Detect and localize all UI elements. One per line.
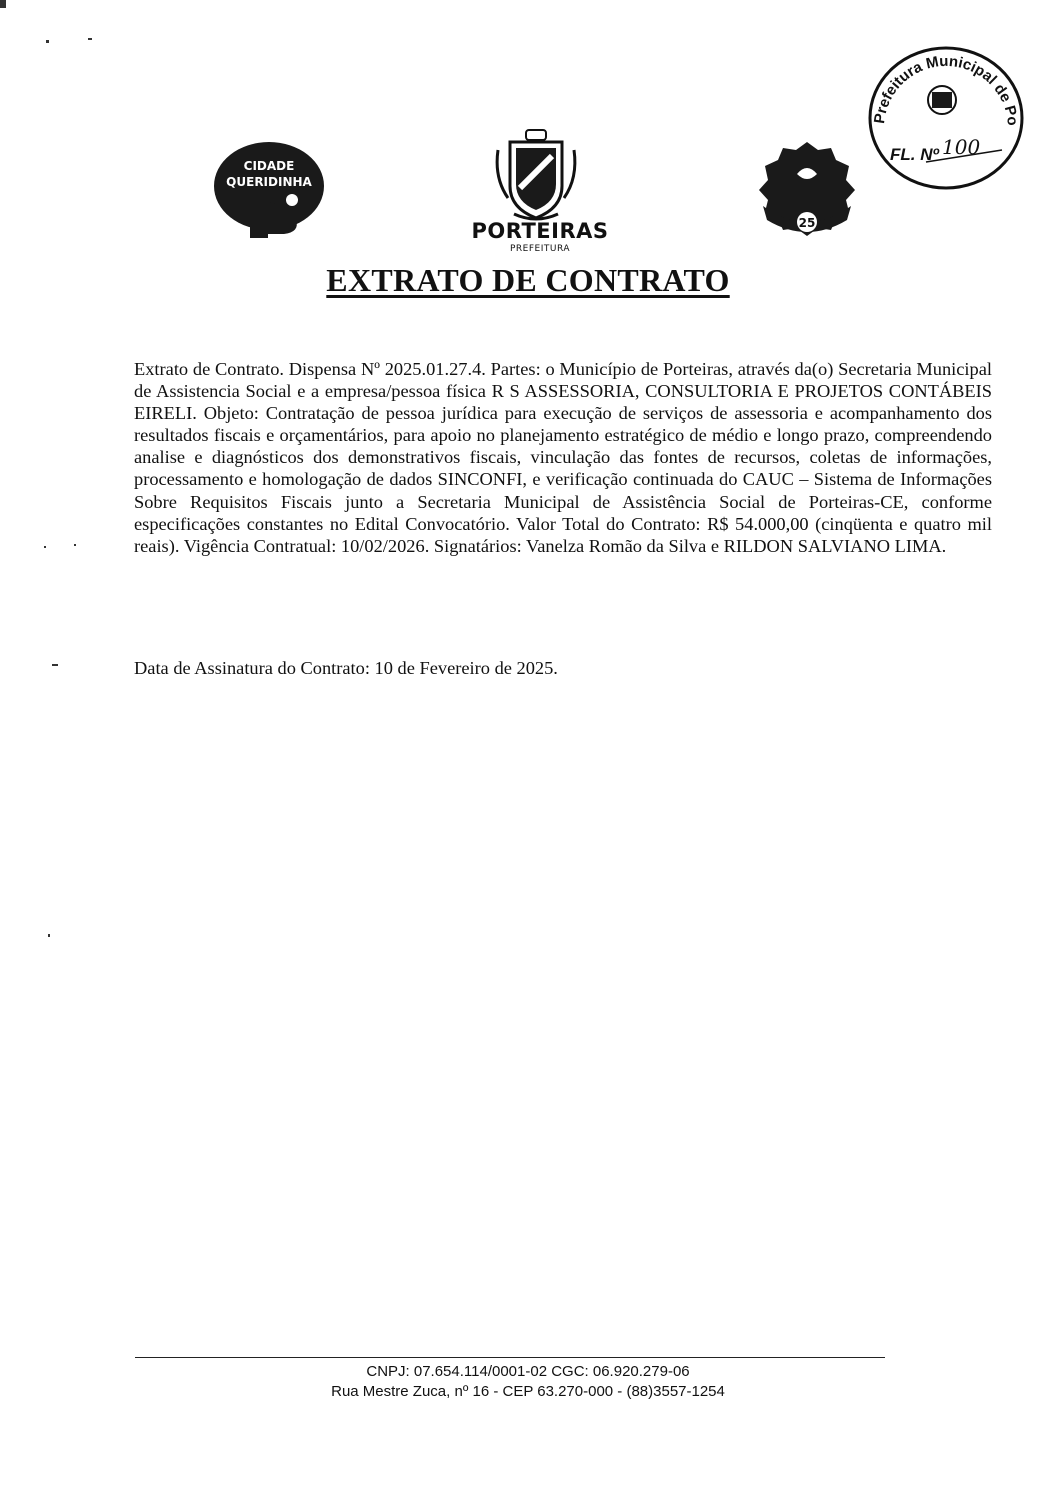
svg-text:FL. Nº: FL. Nº <box>890 145 939 164</box>
scan-mark <box>74 544 76 546</box>
scan-mark <box>44 546 46 548</box>
svg-text:Prefeitura Municipal de Portei: Prefeitura Municipal de Po <box>871 52 1022 127</box>
signature-date-line: Data de Assinatura do Contrato: 10 de Fevereiro de 2025. <box>134 658 558 678</box>
scan-mark <box>0 0 6 8</box>
footer-divider <box>135 1357 885 1358</box>
municipal-folio-stamp-icon <box>862 42 1026 192</box>
anniversary-seal <box>757 140 857 238</box>
scan-mark <box>88 38 92 40</box>
municipal-folio-stamp <box>862 42 1026 192</box>
document-title: EXTRATO DE CONTRATO <box>326 262 730 298</box>
footer-address: Rua Mestre Zuca, nº 16 - CEP 63.270-000 - (88)3557-1254 <box>331 1383 725 1400</box>
svg-text:100: 100 <box>942 135 981 159</box>
scan-mark <box>46 40 49 43</box>
municipality-subtitle: PREFEITURA <box>509 244 570 254</box>
svg-text:CIDADE: CIDADE <box>243 159 295 173</box>
anniversary-25-seal-icon <box>757 140 857 238</box>
municipality-name: PORTEIRAS <box>471 219 609 243</box>
cidade-queridinha-logo <box>210 140 328 240</box>
scan-mark <box>48 934 50 937</box>
contract-extract-paragraph: Extrato de Contrato. Dispensa Nº 2025.01.27.4. Partes: o Município de Porteiras, através da(o) Secretaria Municipal de Assistencia Social e a empresa/pessoa física R S ASSESSORIA, CONSULTORIA E PROJETOS CONTÁBEIS EIRELI. Objeto: Contratação de pessoa jurídica para execução de serviços de assessoria e acompanhamento dos resultados fiscais e orçamentários, para apoio no planejamento estratégico de médio e longo prazo, compreendendo analise e diagnósticos dos demonstrativos fiscais, vinculação das fontes de recursos, coletas de informações, processamento e homologação de dados SINCONFI, e verificação continuada do CAUC – Sistema de Informações Sobre Requisitos Fiscais junto a Secretaria Municipal de Assistência Social de Porteiras-CE, conforme especificações constantes no Edital Convocatório. Valor Total do Contrato: R$ 54.000,00 (cinqüenta e quatro mil reais). Vigência Contratual: 10/02/2026. Signatários: Vanelza Romão da Silva e RILDON SALVIANO LIMA. <box>134 359 992 556</box>
porteiras-coat-of-arms <box>492 128 580 224</box>
porteiras-coat-of-arms-icon <box>492 128 580 224</box>
svg-text:25: 25 <box>798 216 816 230</box>
svg-text:QUERIDINHA: QUERIDINHA <box>226 175 312 189</box>
footer-cnpj: CNPJ: 07.654.114/0001-02 CGC: 06.920.279-06 <box>366 1363 690 1380</box>
cidade-queridinha-logo-icon <box>210 140 328 240</box>
scan-mark <box>52 664 58 666</box>
